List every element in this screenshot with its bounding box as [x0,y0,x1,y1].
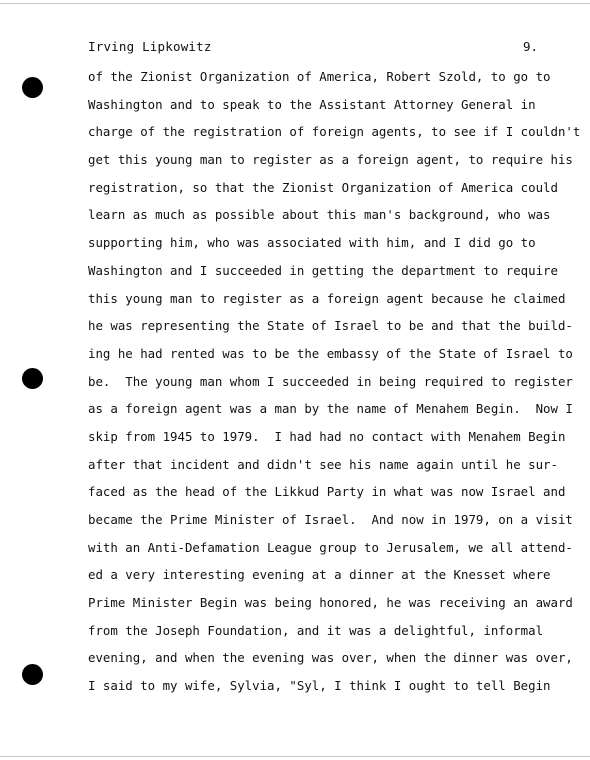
body-text [88,68,580,705]
body-line: as a foreign agent was a man by the name of Menahem Begin. Now I [88,401,573,417]
body-line: ed a very interesting evening at a dinner at the Knesset where [88,567,551,583]
body-line: registration, so that the Zionist Organization of America could [88,179,558,195]
top-edge-rule [0,3,590,4]
body-line: with an Anti-Defamation League group to Jerusalem, we all attend- [88,539,573,555]
body-line: I said to my wife, Sylvia, "Syl, I think I ought to tell Begin [88,678,551,694]
punch-hole-bottom [22,664,43,685]
body-line: he was representing the State of Israel to be and that the build- [88,318,573,334]
body-line: ing he had rented was to be the embassy of the State of Israel to [88,345,573,361]
body-line: learn as much as possible about this man's background, who was [88,207,551,223]
body-line: skip from 1945 to 1979. I had had no contact with Menahem Begin [88,428,566,444]
punch-hole-top [22,77,43,98]
body-line: from the Joseph Foundation, and it was a delightful, informal [88,622,544,638]
bottom-edge-rule [0,756,590,757]
body-line: faced as the head of the Likkud Party in what was now Israel and [88,484,566,500]
body-line: Washington and I succeeded in getting the department to require [88,262,558,278]
running-header-author: Irving Lipkowitz [88,39,212,54]
body-line: became the Prime Minister of Israel. And now in 1979, on a visit [88,512,573,527]
body-line: Prime Minister Begin was being honored, he was receiving an award [88,595,573,611]
body-line: be. The young man whom I succeeded in being required to register [88,373,573,389]
punch-hole-middle [22,368,43,389]
body-line: supporting him, who was associated with him, and I did go to [88,235,536,251]
body-line: evening, and when the evening was over, when the dinner was over, [88,650,573,666]
body-line: get this young man to register as a foreign agent, to require his [88,152,573,168]
body-line: of the Zionist Organization of America, Robert Szold, to go to [88,69,551,84]
body-line: this young man to register as a foreign agent because he claimed [88,290,566,306]
body-line: charge of the registration of foreign agents, to see if I couldn't [88,124,581,140]
body-line: Washington and to speak to the Assistant Attorney General in [88,96,536,112]
page-number: 9. [523,39,539,54]
body-line: after that incident and didn't see his name again until he sur- [88,456,558,472]
